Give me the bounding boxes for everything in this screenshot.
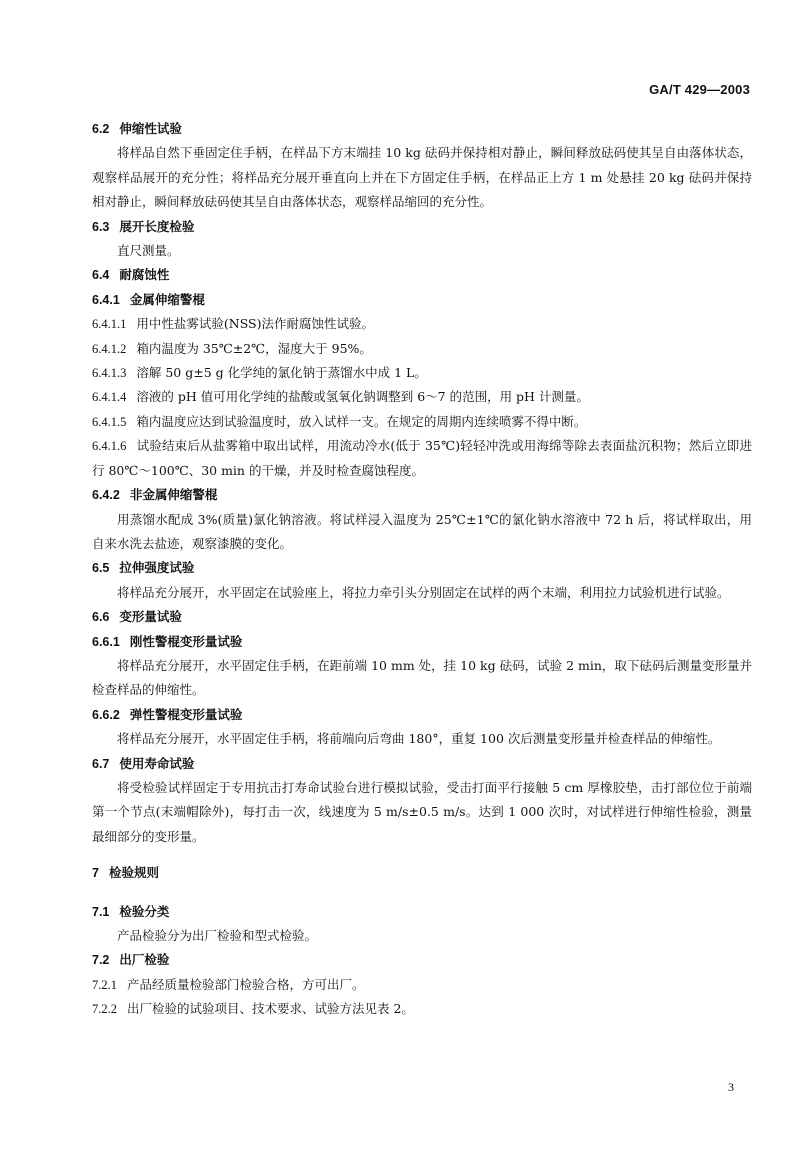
section-heading (92, 605, 752, 629)
clause-number: 7.2.2 (92, 1002, 117, 1017)
section-number: 6.4.1 (92, 292, 120, 307)
clause (92, 434, 752, 483)
clause-number: 6.4.1.5 (92, 414, 127, 429)
section-number: 6.7 (92, 756, 110, 771)
section-heading (92, 703, 752, 727)
paragraph: 直尺测量。 (117, 243, 180, 259)
section-heading (92, 630, 752, 654)
paragraph: 将样品充分展开，水平固定住手柄，将前端向后弯曲 180°，重复 100 次后测量变形量并检查样品的伸缩性。 (117, 731, 721, 747)
clause-text: 用中性盐雾试验(NSS)法作耐腐蚀性试验。 (136, 316, 374, 332)
clause (92, 361, 752, 385)
section-heading (92, 861, 752, 885)
spacer (92, 886, 752, 900)
paragraph: 产品检验分为出厂检验和型式检验。 (117, 928, 318, 943)
section-title: 伸缩性试验 (119, 121, 182, 136)
standard-number: GA/T 429—2003 (649, 82, 750, 97)
section-number: 6.4.2 (92, 488, 120, 503)
section-title: 变形量试验 (119, 609, 182, 625)
clause-text: 箱内温度应达到试验温度时，放入试样一支。在规定的周期内连续喷雾不得中断。 (136, 413, 587, 429)
section-number: 7.1 (92, 904, 110, 919)
paragraph: 将样品充分展开，水平固定在试验座上，将拉力牵引头分别固定在试样的两个末端，利用拉力试验机进行试验。 (117, 584, 730, 600)
section-title: 检验分类 (119, 903, 170, 919)
clause-number: 7.2.1 (92, 977, 117, 992)
clause-number: 6.4.1.4 (92, 390, 127, 405)
paragraph: 将样品充分展开，水平固定住手柄，在距前端 10 mm 处，挂 10 kg 砝码，试验 2 min，取下砝码后测量变形量并检查样品的伸缩性。 (92, 657, 752, 698)
clause (92, 385, 752, 409)
clause-number: 6.4.1.2 (92, 341, 127, 356)
section-heading (92, 948, 752, 972)
section-number: 6.6.1 (92, 634, 120, 649)
clause (92, 337, 752, 361)
section-number: 6.5 (92, 561, 110, 576)
section-number: 6.6 (92, 610, 110, 625)
section-heading (92, 117, 752, 141)
clause-text: 溶解 50 g±5 g 化学纯的氯化钠于蒸馏水中成 1 L。 (136, 365, 427, 381)
section-number: 6.6.2 (92, 707, 120, 722)
section-number: 6.4 (92, 268, 110, 283)
clause-number: 6.4.1.1 (92, 317, 127, 332)
clause-text: 试验结束后从盐雾箱中取出试样，用流动冷水(低于 35℃)轻轻冲洗或用海绵等除去表面盐沉积物；然后立即进行 80℃～100℃、30 min 的干燥，并及时检查腐蚀程度。 (92, 438, 752, 478)
section-number: 7.2 (92, 953, 110, 968)
section-heading (92, 263, 752, 287)
section-heading (92, 215, 752, 239)
paragraph: 将样品自然下垂固定住手柄，在样品下方末端挂 10 kg 砝码并保持相对静止，瞬间释放砝码使其呈自由落体状态，观察样品展开的充分性；将样品充分展开垂直向上并在下方固定住手柄，在样品正上方 1 m 处悬挂 20 kg 砝码并保持相对静止，瞬间释放砝码使其呈自由落体状态，观察样品缩回的充分性。 (92, 145, 752, 210)
section-number: 6.2 (92, 122, 110, 136)
section-heading (92, 288, 752, 312)
clause (92, 997, 752, 1021)
clause (92, 312, 752, 336)
clause-text: 溶液的 pH 值可用化学纯的盐酸或氢氧化钠调整到 6～7 的范围，用 pH 计测量。 (136, 389, 589, 405)
clause (92, 973, 752, 997)
section-title: 出厂检验 (119, 952, 170, 968)
clause (92, 410, 752, 434)
section-title: 耐腐蚀性 (119, 267, 170, 283)
document-body (92, 117, 752, 1022)
clause-text: 产品经质量检验部门检验合格，方可出厂。 (127, 976, 365, 992)
section-heading (92, 556, 752, 580)
clause-text: 出厂检验的试验项目、技术要求、试验方法见表 2。 (127, 1001, 414, 1017)
section-title: 拉伸强度试验 (119, 560, 195, 576)
paragraph: 将受检验试样固定于专用抗击打寿命试验台进行模拟试验，受击打面平行接触 5 cm 厚橡胶垫，击打部位位于前端第一个节点(末端帽除外)，每打击一次，线速度为 5 m/s±0.5 m/s。达到 1 000 次时，对试样进行伸缩性检验，测量最细部分的变形量。 (92, 779, 752, 844)
section-title: 检验规则 (108, 865, 159, 881)
section-title: 金属伸缩警棍 (129, 291, 205, 307)
section-heading (92, 900, 752, 924)
clause-number: 6.4.1.3 (92, 366, 127, 381)
section-title: 刚性警棍变形量试验 (129, 633, 243, 649)
paragraph: 用蒸馏水配成 3%(质量)氯化钠溶液。将试样浸入温度为 25℃±1℃的氯化钠水溶液中 72 h 后，将试样取出，用自来水洗去盐迹，观察漆膜的变化。 (92, 511, 752, 551)
section-heading (92, 752, 752, 776)
section-number: 7 (92, 866, 99, 881)
section-heading (92, 483, 752, 507)
section-title: 非金属伸缩警棍 (129, 487, 218, 503)
section-number: 6.3 (92, 219, 110, 234)
section-title: 弹性警棍变形量试验 (129, 706, 243, 722)
section-title: 展开长度检验 (119, 218, 195, 234)
clause-number: 6.4.1.6 (92, 439, 127, 454)
clause-text: 箱内温度为 35℃±2℃，湿度大于 95%。 (136, 340, 372, 356)
page-number: 3 (728, 1080, 734, 1094)
section-title: 使用寿命试验 (119, 755, 195, 771)
